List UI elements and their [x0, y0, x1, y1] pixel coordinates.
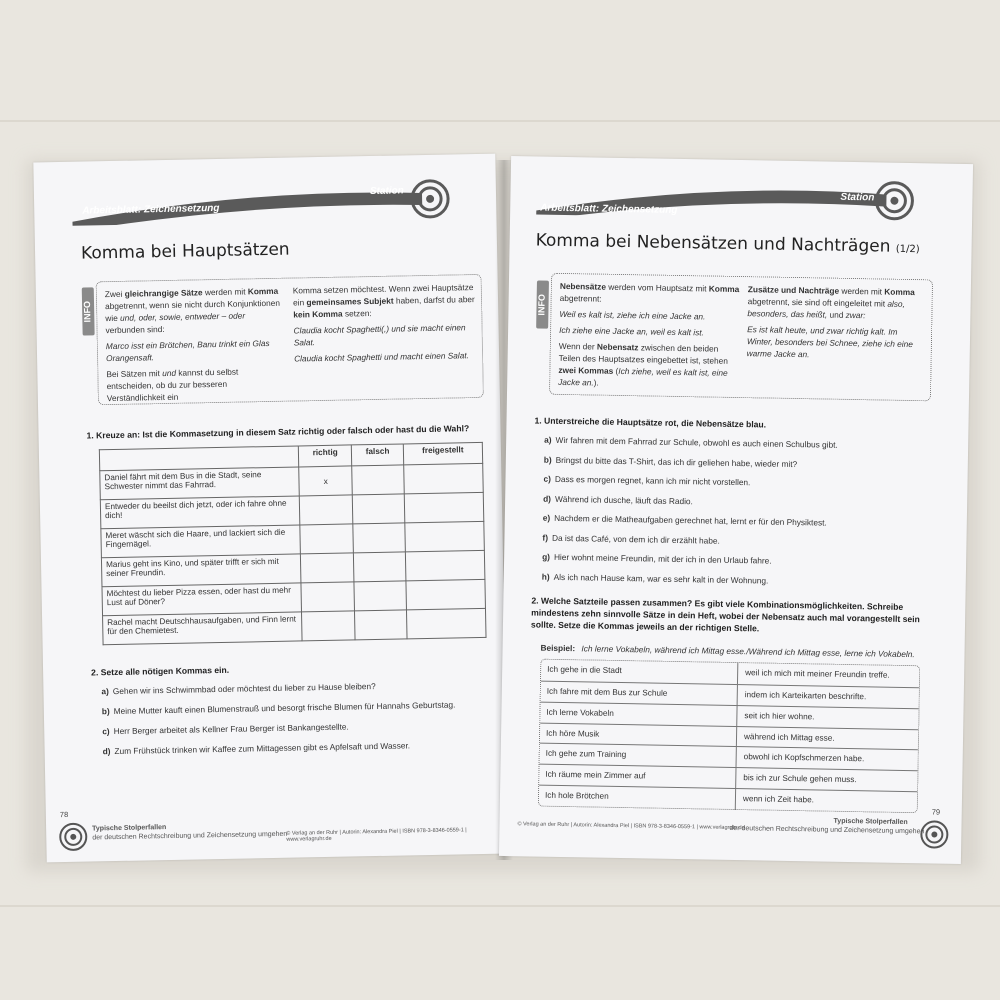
checkbox-cell[interactable] [300, 524, 354, 554]
main-clause-cell: Ich fahre mit dem Bus zur Schule [546, 686, 668, 698]
info-column-1 [558, 280, 740, 395]
item-text: Wir fahren mit dem Fahrrad zur Schule, obwohl es auch einen Schulbus gibt. [555, 434, 838, 450]
spiral-logo-icon [58, 822, 89, 853]
checkbox-cell[interactable] [353, 494, 405, 524]
column-divider [735, 747, 736, 768]
info-text-run: Wenn der [558, 340, 598, 352]
info-paragraph [747, 323, 926, 362]
info-paragraph [293, 321, 475, 348]
info-text-run: abgetrennt: [559, 292, 602, 304]
main-clause-cell: Ich gehe in die Stadt [547, 664, 622, 676]
worksheet-banner [72, 174, 458, 225]
page-title [535, 230, 919, 257]
info-paragraph [560, 280, 740, 307]
info-text-run: abgetrennt, sie sind oft eingeleitet mit [747, 296, 888, 309]
info-text-run: Claudia kocht Spaghetti und macht einen Salat. [294, 350, 470, 364]
checkbox-cell[interactable] [354, 581, 406, 611]
sub-clause-cell: wenn ich Zeit habe. [742, 794, 815, 805]
checkbox-cell[interactable] [299, 495, 353, 525]
item-text: Bringst du bitte das T-Shirt, das ich dir geliehen habe, wieder mit? [555, 454, 798, 469]
info-box [549, 273, 933, 402]
item-letter: h) [541, 571, 550, 582]
wood-grain [0, 120, 1000, 122]
info-column-1 [105, 285, 287, 408]
item-letter: a) [101, 686, 109, 697]
sub-clause-cell: seit ich hier wohne. [744, 710, 815, 722]
info-text-run: Nebensatz [596, 341, 639, 353]
checkbox-cell[interactable] [406, 608, 486, 639]
info-text-run: setzen: [342, 308, 372, 319]
info-paragraph [106, 365, 287, 404]
checkbox-cell[interactable] [406, 579, 486, 610]
task-2-heading: 2. Setze alle nötigen Kommas ein. [91, 664, 230, 678]
sub-clause-cell: obwohl ich Kopfschmerzen habe. [743, 752, 865, 764]
table-header-cell: falsch [352, 444, 404, 466]
item-text: Nachdem er die Matheaufgaben gerechnet hat, lernt er für den Physiktest. [554, 512, 827, 528]
checkbox-cell[interactable] [404, 492, 484, 523]
info-text-run: abgetrennt, wenn sie nicht durch Konjunktionen wie [104, 297, 280, 324]
info-text-run: Zwei [104, 288, 125, 300]
info-paragraph [558, 340, 739, 391]
item-text: Hier wohnt meine Freundin, mit der ich in den Urlaub fahre. [553, 551, 772, 566]
info-text-run: und, oder, sowie, entweder – oder [119, 310, 246, 323]
info-text-run: werden mit [839, 285, 885, 297]
checkbox-cell[interactable] [301, 582, 355, 612]
column-divider [737, 685, 738, 706]
checkbox-cell[interactable] [302, 611, 356, 641]
example-text: Ich lerne Vokabeln, während ich Mittag esse./Während ich Mittag esse, lerne ich Vokabeln. [581, 643, 915, 660]
main-clause-cell: Ich gehe zum Training [545, 749, 627, 760]
info-text-run: Ich ziehe eine Jacke an, weil es kalt ist. [559, 324, 704, 338]
task-1-heading: 1. Unterstreiche die Hauptsätze rot, die Nebensätze blau. [534, 415, 767, 430]
example-label: Beispiel: [540, 642, 576, 654]
exercise-item [543, 474, 943, 491]
column-divider [736, 706, 737, 727]
checkbox-cell[interactable] [352, 465, 404, 495]
info-text-run: also, besonders, das heißt, [747, 298, 905, 320]
page-number: 78 [59, 809, 69, 820]
exercise-item [544, 454, 944, 471]
checkbox-cell[interactable] [354, 552, 406, 582]
info-text-run: Komma [884, 286, 915, 298]
task-1-heading: 1. Kreuze an: Ist die Kommasetzung in diesem Satz richtig oder falsch oder hast du die Wahl? [86, 423, 470, 441]
example-line [540, 643, 930, 660]
info-paragraph [106, 337, 286, 364]
table-header-cell: freigestellt [403, 442, 483, 465]
sentence-cell: Rachel macht Deutschhausaufgaben, und Finn lernt für den Chemietest. [103, 612, 303, 645]
title-text: Komma bei Nebensätzen und Nachträgen [535, 230, 891, 257]
exercise-item [543, 513, 943, 530]
item-letter: f) [542, 532, 549, 543]
sub-clause-cell: bis ich zur Schule gehen muss. [743, 773, 857, 785]
checkbox-cell[interactable] [405, 550, 485, 581]
info-text-run: zwei Kommas [558, 364, 614, 376]
info-tab: INFO [82, 287, 95, 335]
info-text-run: verbunden sind: [105, 324, 165, 336]
exercise-item [544, 435, 944, 452]
column-divider [735, 789, 736, 810]
info-text-run: Weil es kalt ist, ziehe ich eine Jacke an. [559, 308, 706, 322]
table-row [103, 608, 486, 644]
footer-copyright: © Verlag an der Ruhr | Autorin: Alexandra Piel | ISBN 978-3-8346-0559-1 | www.verlagruhr.de [286, 827, 467, 843]
info-tab: INFO [536, 280, 549, 328]
info-column-2 [747, 283, 926, 366]
footer-subtitle: der deutschen Rechtschreibung und Zeichensetzung umgehen [92, 830, 288, 842]
sentence-cell: Möchtest du lieber Pizza essen, oder hast du mehr Lust auf Döner? [102, 583, 302, 616]
info-text-run: zwar: [845, 309, 866, 321]
item-letter: b) [543, 454, 552, 465]
station-label: Station [840, 191, 875, 204]
wood-grain [0, 905, 1000, 907]
info-text-run: Claudia kocht Spaghetti(,) und sie macht einen Salat. [293, 322, 466, 348]
answer-table [99, 442, 487, 645]
info-paragraph [293, 281, 476, 320]
item-text: Dass es morgen regnet, kann ich mir nicht vorstellen. [554, 473, 751, 488]
sub-clause-cell: indem ich Karteikarten beschrifte. [744, 690, 867, 702]
info-paragraph [105, 285, 286, 336]
exercise-item [103, 739, 503, 757]
title-part-indicator: (1/2) [895, 243, 920, 256]
page-number: 79 [931, 807, 941, 817]
info-text-run: gleichrangige Sätze [124, 287, 203, 299]
item-letter: c) [102, 726, 110, 737]
item-text: Zum Frühstück trinken wir Kaffee zum Mittagessen gibt es Apfelsaft und Wasser. [114, 740, 411, 757]
main-clause-cell: Ich räume mein Zimmer auf [545, 769, 646, 781]
column-divider [736, 727, 737, 748]
sentence-cell: Marius geht ins Kino, und später trifft er sich mit seiner Freundin. [101, 554, 301, 587]
info-box [96, 274, 484, 405]
exercise-item [102, 699, 502, 717]
footer-title: Typische Stolperfallen [833, 817, 908, 827]
item-letter: c) [543, 473, 551, 484]
column-divider [735, 768, 736, 789]
info-text-run: Zusätze und Nachträge [747, 284, 840, 296]
info-text-run: Komma [708, 283, 740, 295]
info-text-run: Komma setzen möchtest. Wenn zwei Hauptsätze ein [292, 282, 474, 308]
item-text: Gehen wir ins Schwimmbad oder möchtest du lieber zu Hause bleiben? [112, 681, 376, 697]
checkbox-cell[interactable] [355, 610, 407, 640]
checkbox-cell[interactable] [300, 553, 354, 583]
task-2-heading: 2. Welche Satzteile passen zusammen? Es gibt viele Kombinationsmöglichkeiten. Schreibe mindestens zehn sinnvolle Sätze in dein Heft, wobei der Nebensatz auch mal vorangestellt sein sollte. Setze die Kommas jeweils an der richtigen Stelle. [530, 595, 920, 634]
exercise-item [542, 571, 942, 588]
sub-clause-cell: weil ich mich mit meiner Freundin treffe. [745, 668, 890, 680]
item-letter: b) [101, 706, 110, 717]
combination-table [538, 659, 921, 814]
checkbox-cell[interactable]: x [299, 466, 353, 496]
info-text-run: werden vom Hauptsatz mit [605, 281, 709, 294]
footer-copyright: © Verlag an der Ruhr | Autorin: Alexandra Piel | ISBN 978-3-8346-0559-1 | www.verlagruhr.de [517, 821, 745, 832]
info-paragraph [747, 283, 926, 322]
table-header-cell: richtig [298, 445, 352, 467]
sentence-cell: Entweder du beeilst dich jetzt, oder ich fahre ohne dich! [100, 496, 300, 529]
item-text: Als ich nach Hause kam, war es sehr kalt in der Wohnung. [553, 571, 769, 586]
banner-label: Arbeitsblatt: Zeichensetzung [540, 202, 678, 216]
left-page [33, 154, 508, 863]
right-page [499, 156, 973, 864]
item-letter: d) [102, 746, 111, 757]
item-letter: a) [544, 434, 552, 445]
main-clause-cell: Ich höre Musik [546, 728, 600, 739]
info-text-run: Es ist kalt heute, und zwar richtig kalt. Im Winter, besonders bei Schnee, ziehe ich eine warme Jacke an. [746, 324, 913, 360]
footer-subtitle: der deutschen Rechtschreibung und Zeichensetzung umgehen [729, 824, 925, 836]
exercise-item [542, 552, 942, 569]
exercise-item [542, 532, 942, 549]
column-divider [737, 663, 738, 684]
sentence-cell: Meret wäscht sich die Haare, und lackiert sich die Fingernägel. [101, 525, 301, 558]
info-paragraph [559, 308, 739, 323]
info-text-run: gemeinsames Subjekt [306, 295, 394, 308]
banner-label: Arbeitsblatt: Zeichensetzung [82, 202, 220, 217]
sub-clause-cell: während ich Mittag esse. [743, 731, 835, 743]
info-text-run: ( [613, 365, 619, 376]
item-text: Da ist das Café, von dem ich dir erzählt habe. [551, 532, 720, 546]
main-clause-cell: Ich hole Brötchen [544, 790, 609, 801]
sentence-cell: Daniel fährt mit dem Bus in die Stadt, seine Schwester nimmt das Fahrrad. [100, 467, 300, 500]
checkbox-cell[interactable] [405, 521, 485, 552]
item-letter: d) [543, 493, 552, 504]
info-column-2 [293, 281, 477, 368]
page-title: Komma bei Hauptsätzen [80, 239, 290, 264]
item-text: Meine Mutter kauft einen Blumenstrauß und besorgt frische Blumen für Hannahs Geburtstag. [113, 699, 456, 717]
info-text-run: kein Komma [293, 308, 343, 320]
info-text-run: haben, darfst du aber [393, 294, 475, 306]
item-letter: g) [542, 551, 551, 562]
info-paragraph [559, 324, 739, 339]
info-paragraph [294, 349, 476, 364]
info-text-run: ). [593, 377, 599, 388]
info-text-run: Komma [247, 285, 279, 297]
info-text-run: Ich ziehe, weil es kalt ist, eine Jacke an. [558, 365, 728, 388]
info-text-run: Nebensätze [559, 280, 607, 292]
info-text-run: und [827, 309, 846, 320]
item-text: Herr Berger arbeitet als Kellner Frau Berger ist Bankangestellte. [113, 721, 349, 737]
item-letter: e) [542, 512, 551, 523]
main-clause-cell: Ich lerne Vokabeln [546, 707, 614, 718]
exercise-item [102, 719, 502, 737]
footer-title: Typische Stolperfallen [92, 824, 167, 833]
station-label: Station [369, 185, 404, 198]
checkbox-cell[interactable] [403, 463, 483, 494]
info-text-run: und [162, 367, 177, 379]
info-text-run: Marco isst ein Brötchen, Banu trinkt ein Glas Orangensaft. [105, 337, 270, 364]
info-text-run: zwischen den beiden Teilen des Hauptsatzes eingebettet ist, stehen [558, 342, 728, 366]
info-text-run: kannst du selbst entscheiden, ob du zur besseren Verständlichkeit ein [106, 366, 239, 404]
exercise-item [101, 679, 501, 697]
exercise-item [543, 493, 943, 510]
info-text-run: Bei Sätzen mit [106, 368, 163, 380]
checkbox-cell[interactable] [353, 523, 405, 553]
info-text-run: werden mit [202, 286, 248, 298]
item-text: Während ich dusche, läuft das Radio. [554, 493, 693, 506]
